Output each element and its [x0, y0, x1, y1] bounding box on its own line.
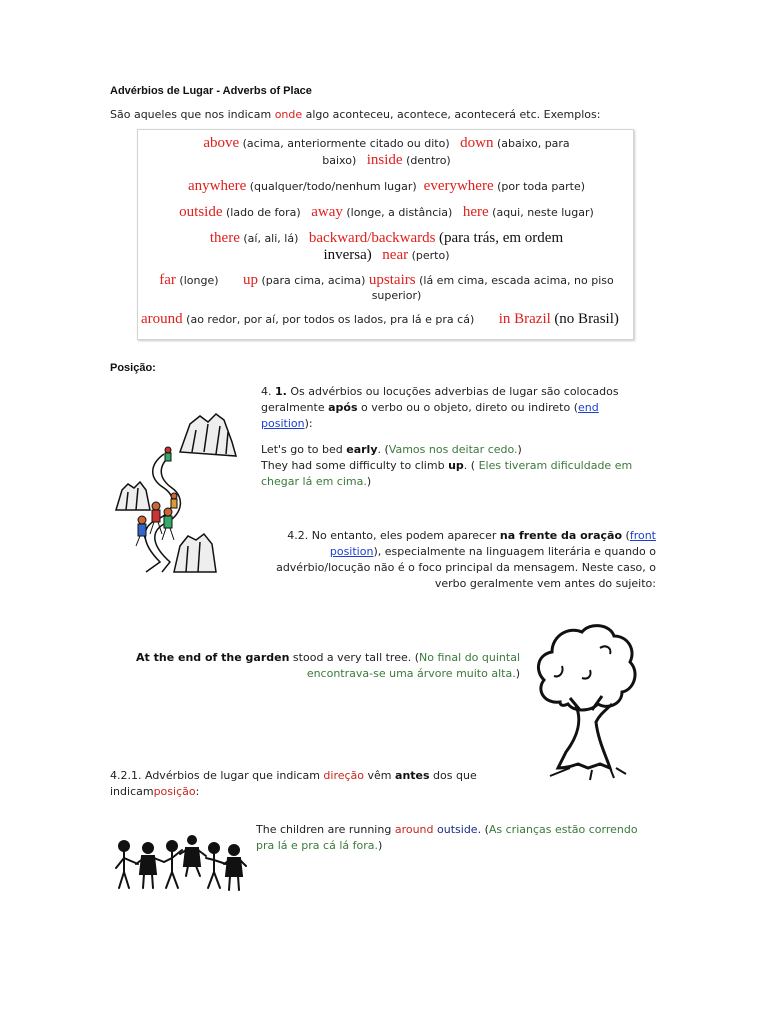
adverb-here: here: [462, 204, 489, 220]
table-row-6: [138, 310, 635, 329]
mountain-rock-top: [180, 414, 236, 456]
s42-number: 4.2: [287, 529, 305, 542]
adverb-backward: backward/backwards: [308, 230, 436, 246]
gloss-here: (aqui, neste lugar): [492, 206, 594, 219]
adverb-anywhere: anywhere: [187, 178, 247, 194]
gloss-down: (abaixo, para: [496, 137, 570, 150]
gloss-far: (longe): [179, 274, 219, 287]
section-4-2-1: [110, 768, 510, 800]
s41-line1: Os advérbios ou locuções adverbias de lugar são colocados: [286, 385, 619, 398]
adverb-everywhere: everywhere: [423, 178, 494, 194]
gloss-outside: (lado de fora): [226, 206, 301, 219]
gloss-upstairs: (lá em cima, escada acima, no piso: [419, 274, 614, 287]
gloss-backward: (para trás, em ordem: [439, 230, 564, 246]
s41-line3: ):: [304, 417, 313, 430]
gloss-up: (para cima, acima): [261, 274, 366, 287]
gloss-around: (ao redor, por aí, por todos os lados, pra lá e pra cá): [186, 313, 475, 326]
ex1-close: ): [517, 443, 522, 456]
garden-example: [110, 650, 520, 682]
children-example: [256, 822, 656, 854]
table-row-3: [138, 203, 635, 222]
children-translation-cont: pra lá e pra cá lá fora.: [256, 839, 378, 852]
garden-translation: No final do quintal: [419, 651, 520, 664]
garden-close: ): [515, 667, 520, 680]
ex1-translation: Vamos nos deitar cedo.: [388, 443, 518, 456]
children-outside: outside: [437, 823, 478, 836]
s42-front-of-sentence: na frente da oração: [499, 529, 623, 542]
s42-line4: verbo geralmente vem antes do sujeito:: [434, 577, 656, 590]
gloss-down-cont: baixo): [322, 154, 357, 167]
s42-line3: advérbio/locução não é o foco principal da mensagem. Neste caso, o: [276, 561, 656, 574]
s421-antes: antes: [395, 769, 430, 782]
s42-line1: . No entanto, eles podem aparecer: [304, 529, 500, 542]
s421-vem: vêm: [364, 769, 396, 782]
gloss-away: (longe, a distância): [346, 206, 453, 219]
ex2-paren: . (: [463, 459, 479, 472]
ex2-up: up: [448, 459, 464, 472]
s421-colon: :: [195, 785, 200, 798]
adverb-above: above: [203, 135, 240, 151]
adverb-up: up: [243, 272, 258, 288]
s42-paren: (: [622, 529, 630, 542]
tree-illustration: [530, 618, 640, 784]
adverb-in-brazil: in Brazil: [498, 311, 551, 327]
children-close: ): [377, 839, 383, 852]
children-silhouettes-illustration: [110, 834, 250, 896]
gloss-backward-cont: inversa): [323, 247, 372, 263]
mountain-climbers-illustration: [112, 412, 250, 574]
adverb-down: down: [460, 135, 494, 151]
intro-after: algo aconteceu, acontece, acontecerá etc. Exemplos:: [302, 108, 601, 121]
gloss-near: (perto): [411, 249, 450, 262]
ex1-text: Let's go to bed: [261, 443, 347, 456]
gloss-upstairs-cont: superior): [371, 289, 422, 302]
table-row-1b: [138, 151, 635, 170]
garden-text: stood a very tall tree. (: [289, 651, 420, 664]
s421-dos-que: dos que: [429, 769, 477, 782]
s421-line1: . Advérbios de lugar que indicam: [138, 769, 324, 782]
end-position-link-cont[interactable]: position: [261, 417, 305, 430]
mountain-rock-left: [116, 482, 150, 510]
adverb-upstairs: upstairs: [368, 272, 416, 288]
garden-bold: At the end of the garden: [136, 651, 290, 664]
s41-line2a: geralmente: [261, 401, 329, 414]
section-4-1: [261, 384, 661, 490]
section-heading-posicao: Posição:: [110, 362, 156, 374]
s41-line2c: o verbo ou o objeto, direto ou indireto (: [357, 401, 579, 414]
children-translation: As crianças estão correndo: [488, 823, 638, 836]
adverb-near: near: [382, 247, 409, 263]
front-position-link-cont[interactable]: position: [329, 545, 374, 558]
gloss-in-brazil: (no Brasil): [554, 311, 619, 327]
children-paren: . (: [477, 823, 489, 836]
s41-apos: após: [328, 401, 358, 414]
section-4-2: [260, 528, 656, 592]
s42-line2: ), especialmente na linguagem literária e quando o: [373, 545, 656, 558]
table-row-5b: [138, 288, 635, 304]
ex1-early: early: [346, 443, 378, 456]
s41-number: 4.: [261, 385, 275, 398]
mountain-rock-bottom: [174, 534, 216, 572]
gloss-everywhere: (por toda parte): [497, 180, 586, 193]
adverb-away: away: [311, 204, 343, 220]
ex1-paren: . (: [377, 443, 389, 456]
children-text: The children are running: [256, 823, 395, 836]
intro-keyword: onde: [274, 108, 303, 121]
ex2-translation: Eles tiveram dificuldade em: [478, 459, 633, 472]
gloss-inside: (dentro): [406, 154, 451, 167]
intro-before: São aqueles que nos indicam: [110, 108, 275, 121]
ex2-close: ): [366, 475, 372, 488]
garden-translation-cont: encontrava-se uma árvore muito alta.: [306, 667, 516, 680]
s421-posicao: posição: [153, 785, 196, 798]
s421-indicam: indicam: [110, 785, 154, 798]
adverb-table: [137, 129, 634, 340]
ex2-translation-cont: chegar lá em cima.: [261, 475, 367, 488]
adverb-around: around: [141, 311, 183, 327]
table-row-4b: [138, 246, 635, 265]
s421-number: 4.2.1: [110, 769, 138, 782]
gloss-anywhere: (qualquer/todo/nenhum lugar): [249, 180, 417, 193]
adverb-outside: outside: [179, 204, 223, 220]
gloss-above: (acima, anteriormente citado ou dito): [242, 137, 450, 150]
adverb-inside: inside: [366, 152, 403, 168]
tree-canopy: [538, 626, 635, 710]
gloss-there: (aí, ali, lá): [243, 232, 299, 245]
front-position-link[interactable]: front: [629, 529, 656, 542]
adverb-there: there: [209, 230, 240, 246]
s41-number-bold: 1.: [275, 385, 287, 398]
children-around: around: [394, 823, 434, 836]
page-title: Advérbios de Lugar - Adverbs of Place: [110, 85, 312, 97]
s421-direcao: direção: [323, 769, 365, 782]
ex2-text: They had some difficulty to climb: [261, 459, 449, 472]
adverb-far: far: [159, 272, 176, 288]
intro-text: [110, 107, 600, 123]
table-row-2: [138, 177, 635, 196]
end-position-link[interactable]: end: [578, 401, 599, 414]
